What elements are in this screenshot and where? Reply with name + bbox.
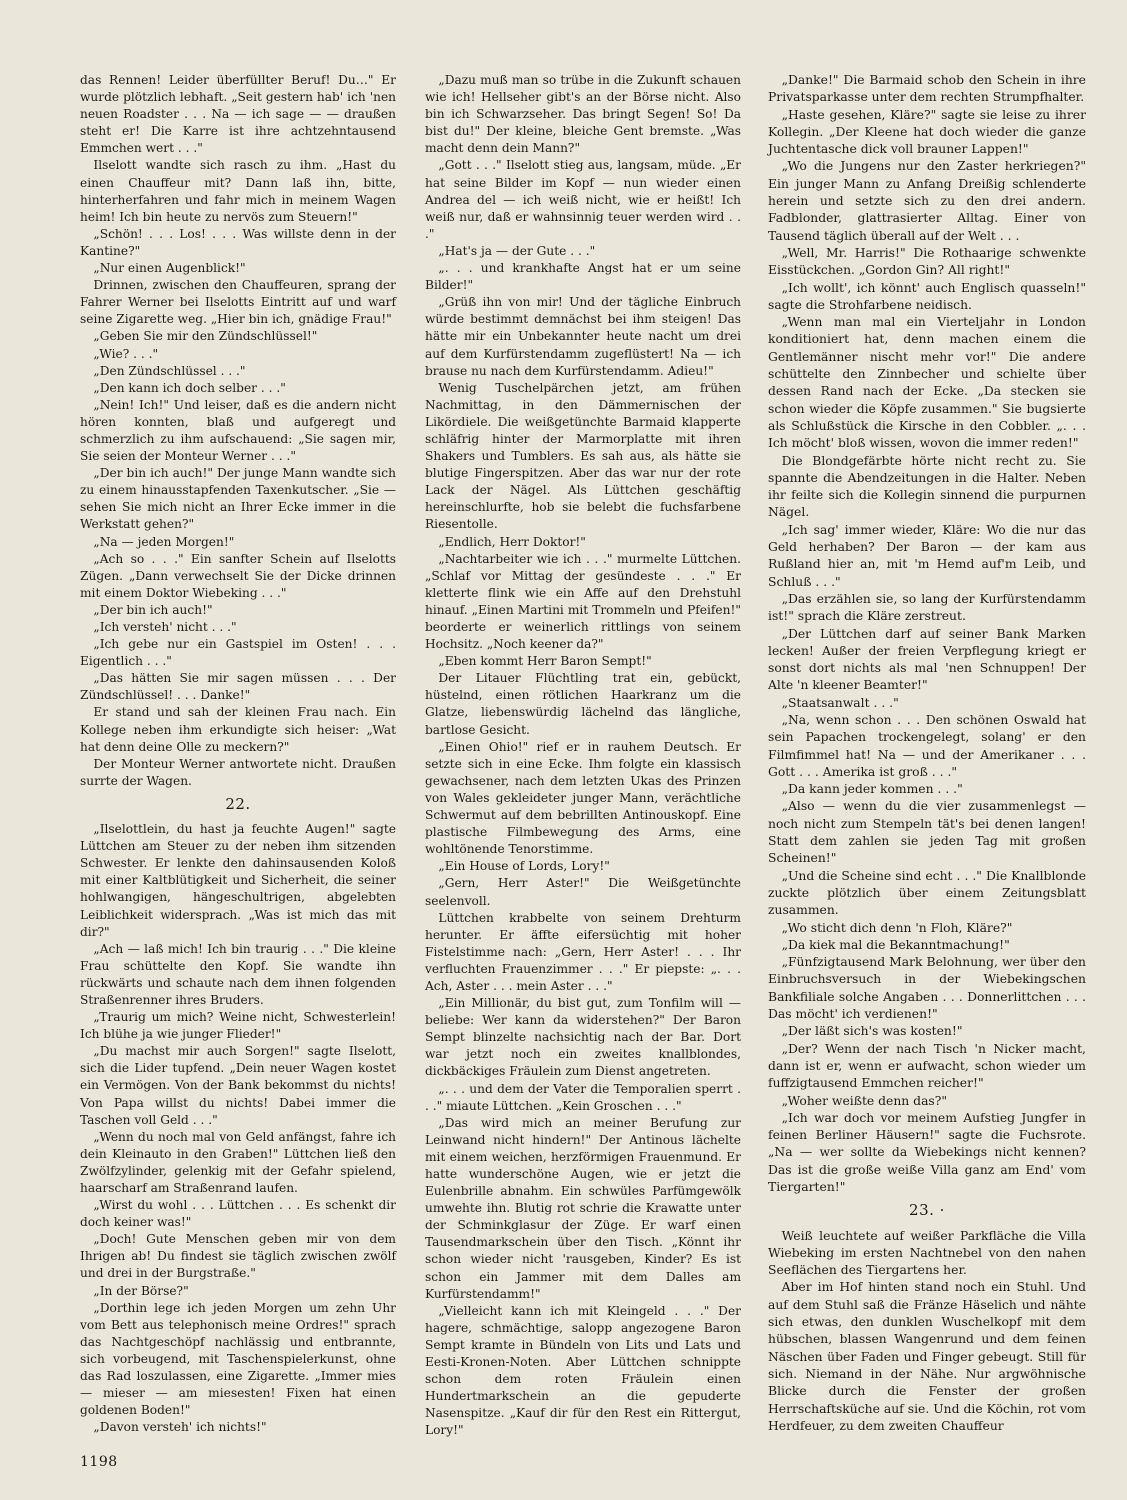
paragraph: Wenig Tuschelpärchen jetzt, am frühen Nachmittag, in den Dämmernischen der Likördiele. Die weißgetünchte Barmaid klapperte schläfrig hinter der Marmorplatte mit ihren Shakers und Tumblers. Es sah aus, als hätte sie blutige Fingerspitzen. Aber das war nur der rote Lack der Nägel. Als Lüttchen geschäftig hereinschlurfte, hob sie belebt die fuchsfarbene Riesentolle. xyxy=(425,380,741,532)
paragraph: „Traurig um mich? Weine nicht, Schwesterlein! Ich blühe ja wie junger Flieder!" xyxy=(80,1010,396,1042)
paragraph: „Na, wenn schon . . . Den schönen Oswald hat sein Papachen trockengelegt, solang' er den Filmfimmel hat! Na — und der Amerikaner . . . Gott . . . Amerika ist groß . . ." xyxy=(768,712,1086,779)
paragraph: „Dorthin lege ich jeden Morgen um zehn Uhr vom Bett aus telephonisch meine Ordres!" sprach das Nachtgeschöpf nachlässig und entbrannte, sich vorbeugend, mit Taschenspielerkunst, ohne das Rad loszulassen, eine Zigarette. „Immer mies — mieser — am miesesten! Fixen hat einen goldenen Boden!" xyxy=(80,1300,396,1418)
section-number: 22. xyxy=(225,794,251,813)
paragraph: „Ich versteh' nicht . . ." xyxy=(93,620,237,634)
paragraph: Der Litauer Flüchtling trat ein, gebückt, hüstelnd, einen rötlichen Haarkranz um die Glatze, liebenswürdig lächelnd das längliche, bartlose Gesicht. xyxy=(425,671,741,737)
paragraph: „Der bin ich auch!" Der junge Mann wandte sich zu einem hinausstapfenden Taxenkutscher. „Sie — sehen Sie mich nicht an Ihrer Ecke immer in die Werkstatt gehen?" xyxy=(80,466,396,532)
paragraph: „. . . und krankhafte Angst hat er um seine Bilder!" xyxy=(425,261,741,293)
paragraph: Weiß leuchtete auf weißer Parkfläche die Villa Wiebeking im ersten Nachtnebel von den nahen Seeflächen des Tiergartens her. xyxy=(768,1228,1086,1278)
paragraph: Aber im Hof hinten stand noch ein Stuhl. Und auf dem Stuhl saß die Fränze Häselich und nähte sich etwas, den dunklen Wuschelkopf mit dem hübschen, blassen Wangenrund und dem feinen Näschen über Faden und Finger gebeugt. Still für sich. Niemand in der Nähe. Nur argwöhnische Blicke durch die Fenster der großen Herrschaftsküche auf sie. Und die Köchin, rot vom Herdfeuer, zu dem zweiten Chauffeur xyxy=(768,1280,1086,1433)
paragraph: „Wo sticht dich denn 'n Floh, Kläre?" xyxy=(781,920,1013,935)
paragraph: „Doch! Gute Menschen geben mir von dem Ihrigen ab! Du findest sie täglich zwischen zwölf und drei in der Burgstraße." xyxy=(80,1232,396,1281)
paragraph: „Der? Wenn der nach Tisch 'n Nicker macht, dann ist er, wenn er aufwacht, schon wieder um fuffzigtausend Emmchen reicher!" xyxy=(768,1041,1086,1091)
paragraph: „Staatsanwalt . . ." xyxy=(781,695,899,710)
paragraph: „Na — jeden Morgen!" xyxy=(93,534,235,549)
paragraph: „Wenn du noch mal von Geld anfängst, fahre ich dein Kleinauto in den Graben!" Lüttchen ließ den Zwölfzylinder, gelenkig mit der Gefahr spielend, haarscharf am Straßenrand laufen. xyxy=(80,1129,396,1195)
paragraph: „Gern, Herr Aster!" Die Weißgetünchte seelenvoll. xyxy=(425,876,741,908)
paragraph: „Das erzählen sie, so lang der Kurfürstendamm ist!" sprach die Kläre zerstreut. xyxy=(768,591,1086,624)
paragraph: Lüttchen krabbelte von seinem Drehturm herunter. Er äffte eifersüchtig mit hoher Fistelstimme nach: „Gern, Herr Aster! . . . Ihr verfluchten Frauenzimmer . . ." Er piepste: „. . . Ach, Aster . . . mein Aster . . ." xyxy=(425,910,741,993)
paragraph: „Wirst du wohl . . . Lüttchen . . . Es schenkt dir doch keiner was!" xyxy=(80,1198,396,1230)
paragraph: „Ilselottlein, du hast ja feuchte Augen!" sagte Lüttchen am Steuer zu der neben ihm sitzenden Schwester. Er lenkte den dahinsausenden Koloß mit einer Kaltblütigkeit und Sicherheit, die seiner hohlwangigen, hängeschultrigen, abgelebten Leiblichkeit widersprach. „Was ist mich das mit dir?" xyxy=(80,822,396,939)
paragraph: „Der läßt sich's was kosten!" xyxy=(781,1024,963,1039)
paragraph: „Ich gebe nur ein Gastspiel im Osten! . . . Eigentlich . . ." xyxy=(80,637,396,669)
paragraph: „Woher weißte denn das?" xyxy=(781,1093,948,1108)
text-column-3 xyxy=(768,72,1086,1435)
paragraph: „Ich wollt', ich könnt' auch Englisch quasseln!" sagte die Strohfarbene neidisch. xyxy=(768,280,1086,312)
paragraph: Die Blondgefärbte hörte nicht recht zu. Sie spannte die Abendzeitungen in die Halter. Neben ihr feilte sich die Kollegin sinnend die purpurnen Nägel. xyxy=(768,453,1086,520)
paragraph: „Also — wenn du die vier zusammenlegst — noch nicht zum Stempeln tät's bei denen langen! Statt dem zahlen sie jeden Tag mit großen Scheinen!" xyxy=(768,799,1086,866)
paragraph: „Wie? . . ." xyxy=(93,346,159,361)
paragraph: „Nur einen Augenblick!" xyxy=(93,261,246,276)
paragraph: „Eben kommt Herr Baron Sempt!" xyxy=(438,654,652,669)
paragraph: „Nein! Ich!" Und leiser, daß es die andern nicht hören konnten, blaß und aufgeregt und schmerzlich zu ihm aufschauend: „Sie sagen mir, Sie seien der Monteur Werner . . ." xyxy=(80,397,396,464)
paragraph: Der Monteur Werner antwortete nicht. Draußen surrte der Wagen. xyxy=(80,756,396,788)
paragraph: „Wo die Jungens nur den Zaster herkriegen?" Ein junger Mann zu Anfang Dreißig schlenderte herein und setzte sich zu den drei andern. Fadblonder, glattrasierter Alltag. Einer von Tausend täglich überall auf der Welt . . . xyxy=(768,159,1086,243)
paragraph: „Ach so . . ." Ein sanfter Schein auf Ilselotts Zügen. „Dann verwechselt Sie der Dicke drinnen mit einem Doktor Wiebeking . . ." xyxy=(80,551,396,600)
paragraph: „Grüß ihn von mir! Und der tägliche Einbruch würde bestimmt demnächst bei ihm steigen! Das hätte mir ein Unbekannter heute nacht um drei auf dem Kurfürstendamm zugeflüstert! Na — ich brause nu nach dem Kurfürstendamm. Adieu!" xyxy=(425,295,741,378)
paragraph: „Fünfzigtausend Mark Belohnung, wer über den Einbruchsversuch in der Wiebekingschen Bankfiliale solche Angaben . . . Donnerlittchen . . . Das möcht' ich verdienen!" xyxy=(768,955,1086,1022)
paragraph: „Der bin ich auch!" xyxy=(93,602,213,617)
paragraph: „Den kann ich doch selber . . ." xyxy=(93,380,286,395)
paragraph: „Hat's ja — der Gute . . ." xyxy=(438,243,596,258)
paragraph: „Ich war doch vor meinem Aufstieg Jungfer in feinen Berliner Häusern!" sagte die Fuchsrote. „Na — wer sollte da Wiebekings nicht kennen? Das ist die große weiße Villa ganz am End' vom Tiergarten!" xyxy=(768,1110,1086,1194)
paragraph: „Den Zündschlüssel . . ." xyxy=(93,363,246,378)
text-column-1 xyxy=(80,72,396,1436)
section-number: 23. · xyxy=(768,1202,1086,1219)
paragraph: Drinnen, zwischen den Chauffeuren, sprang der Fahrer Werner bei Ilselotts Eintritt auf und warf seine Zigarette weg. „Hier bin ich, gnädige Frau!" xyxy=(80,278,396,327)
paragraph: „Dazu muß man so trübe in die Zukunft schauen wie ich! Hellseher gibt's an der Börse nicht. Also bin ich Schwarzseher. Das bringt Segen! So! Da bist du!" Der kleine, bleiche Gent bremste. „Was macht denn dein Mann?" xyxy=(425,73,741,156)
paragraph: Er stand und sah der kleinen Frau nach. Ein Kollege neben ihm erkundigte sich heiser: „Wat hat denn deine Olle zu meckern?" xyxy=(80,705,396,754)
paragraph: „Well, Mr. Harris!" Die Rothaarige schwenkte Eisstückchen. „Gordon Gin? All right!" xyxy=(768,245,1086,278)
paragraph: „Da kann jeder kommen . . ." xyxy=(781,782,963,797)
paragraph: „Ich sag' immer wieder, Kläre: Wo die nur das Geld herhaben? Der Baron — der kam aus Rußland hier an, mit 'm Hemd auf'm Leib, und Schluß . . ." xyxy=(768,522,1086,589)
paragraph: „Ein Millionär, du bist gut, zum Tonfilm will — beliebe: Wer kann da widerstehen?" Der Baron Sempt blinzelte nachsichtig nach der Bar. Dort war jetzt noch ein zweites knallblondes, dickbäckiges Fräulein zum Dienst angetreten. xyxy=(425,996,741,1079)
paragraph: „. . . und dem der Vater die Temporalien sperrt . . ." miaute Lüttchen. „Kein Groschen . . ." xyxy=(425,1081,741,1113)
paragraph: „Danke!" Die Barmaid schob den Schein in ihre Privatsparkasse unter dem rechten Strumpfhalter. xyxy=(768,73,1086,105)
paragraph: „Das wird mich an meiner Berufung zur Leinwand nicht hindern!" Der Antinous lächelte mit einem weichen, herzförmigen Frauenmund. Er hatte wunderschöne Augen, wie er jetzt die Eulenbrille abnahm. Ein schwüles Parfümgewölk umwehte ihn. Blutig rot schrie die Krawatte unter der Schminkglasur der Züge. Er warf einen Tausendmarkschein über den Tisch. „Könnt ihr schon wieder nicht 'rausgeben, Kinder? Es ist schon ein Jammer mit dem Dalles am Kurfürstendamm!" xyxy=(425,1115,741,1301)
paragraph: „In der Börse?" xyxy=(93,1283,189,1298)
paragraph: „Das hätten Sie mir sagen müssen . . . Der Zündschlüssel! . . . Danke!" xyxy=(80,671,396,703)
paragraph: „Du machst mir auch Sorgen!" sagte Ilselott, sich die Lider tupfend. „Dein neuer Wagen kostet ein Vermögen. Von der Bank bekommst du nichts! Von Papa willst du nichts! Dabei immer die Taschen voll Geld . . ." xyxy=(80,1044,396,1127)
paragraph: „Wenn man mal ein Vierteljahr in London konditioniert hat, denn machen einem die Gentlemänner nischt mehr vor!" Die andere schüttelte den Zinnbecher und schielte über dessen Rand nach der Ecke. „Da stecken sie schon wieder die Köpfe zusammen." Sie bugsierte als Schlußstück die Kirsche in den Cobbler. „. . . Ich möcht' bloß wissen, wovon die immer reden!" xyxy=(768,315,1086,451)
paragraph: „Endlich, Herr Doktor!" xyxy=(438,534,586,549)
paragraph: „Nachtarbeiter wie ich . . ." murmelte Lüttchen. „Schlaf vor Mittag der gesündeste . . ." Er kletterte flink wie ein Affe auf den Drehstuhl hinauf. „Einen Martini mit Trommeln und Pfeifen!" beorderte er weinerlich rittlings von seinem Hochsitz. „Noch keener da?" xyxy=(425,551,741,652)
paragraph: „Einen Ohio!" rief er in rauhem Deutsch. Er setzte sich in eine Ecke. Ihm folgte ein klassisch gewachsener, nach dem letzten Ukas des Prinzen von Wales gekleideter junger Mann, verächtliche Schwermut auf dem bebrillten Antinouskopf. Eine plastische Filmbewegung des Arms, eine wohltönende Tenorstimme. xyxy=(425,739,741,857)
page-number: 1198 xyxy=(80,1454,118,1470)
paragraph: „Haste gesehen, Kläre?" sagte sie leise zu ihrer Kollegin. „Der Kleene hat doch wieder die ganze Juchtentasche dick voll brauner Lappen!" xyxy=(768,107,1086,157)
paragraph: „Geben Sie mir den Zündschlüssel!" xyxy=(93,329,318,344)
paragraph: „Davon versteh' ich nichts!" xyxy=(93,1420,267,1435)
text-column-2 xyxy=(425,72,741,1440)
paragraph: „Gott . . ." Ilselott stieg aus, langsam, müde. „Er hat seine Bilder im Kopf — nun wieder einen Andrea del — ich weiß nicht, wie er heißt! Ich weiß nur, daß er wahnsinnig teuer werden wird . . ." xyxy=(425,158,741,241)
paragraph: das Rennen! Leider überfüllter Beruf! Du…" Er wurde plötzlich lebhaft. „Seit gestern hab' ich 'nen neuen Roadster . . . Na — ich sage — — draußen steht er! Die Karre ist ihre achtzehntausend Emmchen wert . . ." xyxy=(80,73,396,156)
paragraph: „Und die Scheine sind echt . . ." Die Knallblonde zuckte plötzlich über einem Zeitungsblatt zusammen. xyxy=(768,868,1086,918)
paragraph: „Ach — laß mich! Ich bin traurig . . ." Die kleine Frau schüttelte den Kopf. Sie wandte ihn rückwärts und schaute nach dem ihnen folgenden Straßenrenner ihres Bruders. xyxy=(80,941,396,1007)
paragraph: Ilselott wandte sich rasch zu ihm. „Hast du einen Chauffeur mit? Dann laß ihn, bitte, hinterherfahren und fahr mich in meinem Wagen heim! Ich bin heute zu nervös zum Steuern!" xyxy=(80,158,396,224)
paragraph: „Da kiek mal die Bekanntmachung!" xyxy=(781,937,1010,952)
paragraph: „Der Lüttchen darf auf seiner Bank Marken lecken! Außer der freien Verpflegung kriegt er sonst dort nichts als mal 'nen Schnuppen! Der Alte 'n kleener Beamter!" xyxy=(768,626,1086,693)
paragraph: „Ein House of Lords, Lory!" xyxy=(438,859,610,874)
paragraph: „Schön! . . . Los! . . . Was willste denn in der Kantine?" xyxy=(80,226,396,258)
paragraph: „Vielleicht kann ich mit Kleingeld . . ." Der hagere, schmächtige, salopp angezogene Baron Sempt kramte in Bündeln von Lits und Lats und Eesti-Kronen-Noten. Aber Lüttchen schnippte schon dem roten Fräulein einen Hundertmarkschein an die gepuderte Nasenspitze. „Kauf dir für den Rest ein Rittergut, Lory!" xyxy=(425,1303,741,1438)
